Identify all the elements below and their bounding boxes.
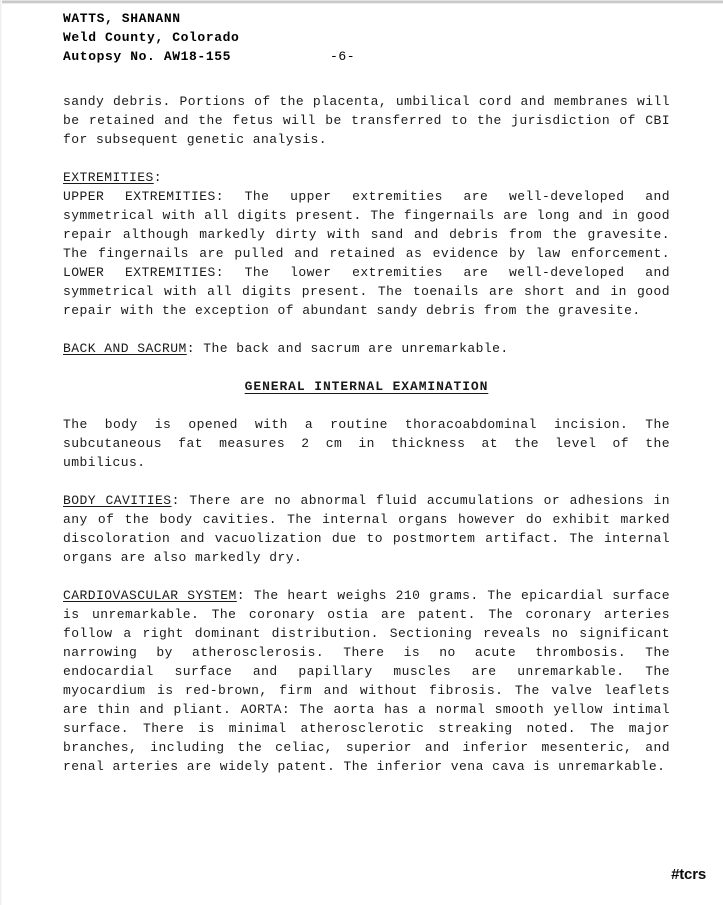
paragraph-body-opened-text: The body is opened with a routine thoracoabdominal incision. The subcutaneous fat measures 2 cm in thickness at the level of the umbilicus.	[63, 417, 670, 470]
paragraph-body-cavities	[63, 491, 670, 567]
extremities-label-line	[63, 168, 670, 187]
autopsy-number-line	[63, 47, 673, 66]
paragraph-back-and-sacrum	[63, 339, 670, 358]
autopsy-number: Autopsy No. AW18-155	[63, 49, 232, 64]
extremities-label-colon: :	[153, 170, 163, 185]
back-and-sacrum-text: : The back and sacrum are unremarkable.	[186, 341, 509, 356]
paragraph-continued	[63, 92, 670, 149]
cardiovascular-system-text: : The heart weighs 210 grams. The epicardial surface is unremarkable. The coronary ostia are patent. The coronary arteries follow a right dominant distribution. Sectioning reveals no significant narrowing by atherosclerosis. There is no acute thrombosis. The endocardial surface and papillary muscles are unremarkable. The myocardium is red-brown, firm and without fibrosis. The valve leaflets are thin and pliant. AORTA: The aorta has a normal smooth yellow intimal surface. There is minimal atherosclerotic streaking noted. The major branches, including the celiac, superior and inferior mesenteric, and renal arteries are widely patent. The inferior vena cava is unremarkable.	[63, 588, 670, 774]
page-number: -6-	[330, 49, 356, 64]
document-body	[63, 92, 670, 776]
document-header	[63, 9, 673, 66]
scan-edge-top	[0, 0, 723, 4]
back-and-sacrum-label: BACK AND SACRUM	[63, 341, 187, 356]
decedent-name: WATTS, SHANANN	[63, 11, 181, 26]
general-internal-examination-heading-text: GENERAL INTERNAL EXAMINATION	[244, 379, 489, 394]
extremities-label: EXTREMITIES	[63, 170, 154, 185]
paragraph-extremities-text: UPPER EXTREMITIES: The upper extremities are well-developed and symmetrical with all digits present. The fingernails are long and in good repair although markedly dirty with sand and debris from the gravesite. The fingernails are pulled and retained as evidence by law enforcement. LOWER EXTREMITIES: The lower extremities are well-developed and symmetrical with all digits present. The toenails are short and in good repair with the exception of abundant sandy debris from the gravesite.	[63, 189, 670, 318]
cardiovascular-system-label: CARDIOVASCULAR SYSTEM	[63, 588, 237, 603]
paragraph-extremities	[63, 187, 670, 320]
paragraph-continued-text: sandy debris. Portions of the placenta, umbilical cord and membranes will be retained and the fetus will be transferred to the jurisdiction of CBI for subsequent genetic analysis.	[63, 94, 670, 147]
general-internal-examination-heading	[63, 377, 670, 396]
jurisdiction: Weld County, Colorado	[63, 30, 240, 45]
paragraph-body-opened	[63, 415, 670, 472]
body-cavities-label: BODY CAVITIES	[63, 493, 172, 508]
paragraph-cardiovascular-system	[63, 586, 670, 776]
scan-edge-left	[0, 0, 2, 905]
watermark: #tcrs	[671, 866, 706, 883]
body-cavities-text: : There are no abnormal fluid accumulations or adhesions in any of the body cavities. The internal organs however do exhibit marked discoloration and vacuolization due to postmortem artifact. The internal organs are also markedly dry.	[63, 493, 670, 565]
